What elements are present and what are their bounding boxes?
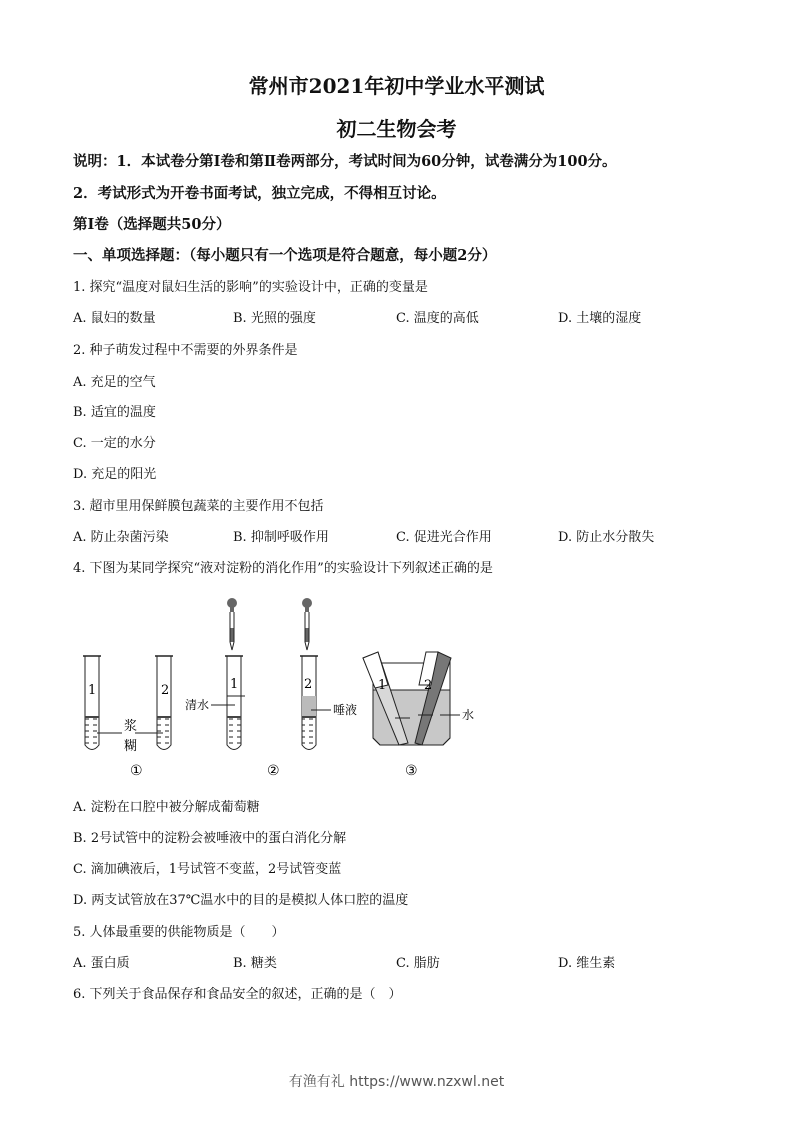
question-3-option-b: B. 抑制呼吸作用 <box>233 530 329 545</box>
question-2-option-b: B. 适宜的温度 <box>73 405 156 420</box>
diagram-label-tube2a: 2 <box>161 683 170 698</box>
diagram-label-tube1c: 1 <box>378 678 387 693</box>
instruction-1: 说明：1．本试卷分第Ⅰ卷和第Ⅱ卷两部分，考试时间为60分钟，试卷满分为100分。 <box>73 153 617 170</box>
page-subtitle: 初二生物会考 <box>336 117 457 141</box>
section-part: 一、单项选择题：（每小题只有一个选项是符合题意，每小题2分） <box>73 247 497 264</box>
diagram-label-bath-water: 水 <box>462 708 475 722</box>
question-2-option-c: C. 一定的水分 <box>73 436 156 451</box>
water-bath-beaker <box>363 652 451 745</box>
question-5-option-a: A. 蛋白质 <box>73 956 130 971</box>
diagram-step-2: ② <box>267 763 280 779</box>
instruction-2: 2．考试形式为开卷书面考试，独立完成，不得相互讨论。 <box>73 185 446 202</box>
diagram-label-paste: 浆 <box>124 719 138 734</box>
question-1-option-c: C. 温度的高低 <box>396 311 479 326</box>
diagram-step-3: ③ <box>405 763 418 779</box>
diagram-label-tube1a: 1 <box>88 683 97 698</box>
question-1-option-d: D. 土壤的湿度 <box>558 311 642 326</box>
test-tube-diagram <box>75 590 475 780</box>
page-title: 常州市2021年初中学业水平测试 <box>248 74 545 98</box>
experiment-diagram <box>75 590 475 780</box>
question-2-option-a: A. 充足的空气 <box>73 375 156 390</box>
question-5-option-c: C. 脂肪 <box>396 956 440 971</box>
diagram-label-paste2: 糊 <box>124 739 138 754</box>
question-3-option-a: A. 防止杂菌污染 <box>73 530 169 545</box>
diagram-label-tube2c: 2 <box>424 678 433 693</box>
question-4-option-c: C. 滴加碘液后，1号试管不变蓝，2号试管变蓝 <box>73 862 342 877</box>
diagram-step-1: ① <box>130 763 143 779</box>
question-6-stem: 6. 下列关于食品保存和食品安全的叙述，正确的是（ ） <box>73 987 402 1002</box>
diagram-label-clear-water: 清水 <box>185 698 210 712</box>
question-1-option-a: A. 鼠妇的数量 <box>73 311 156 326</box>
question-4-option-d: D. 两支试管放在37℃温水中的目的是模拟人体口腔的温度 <box>73 893 409 908</box>
question-3-option-d: D. 防止水分散失 <box>558 530 655 545</box>
question-4-stem: 4. 下图为某同学探究“液对淀粉的消化作用”的实验设计下列叙述正确的是 <box>73 561 493 576</box>
question-3-stem: 3. 超市里用保鲜膜包蔬菜的主要作用不包括 <box>73 499 324 514</box>
question-1-stem: 1. 探究“温度对鼠妇生活的影响”的实验设计中，正确的变量是 <box>73 280 428 295</box>
question-5-option-d: D. 维生素 <box>558 956 616 971</box>
question-4-option-b: B. 2号试管中的淀粉会被唾液中的蛋白消化分解 <box>73 831 347 846</box>
question-1-option-b: B. 光照的强度 <box>233 311 316 326</box>
question-3-option-c: C. 促进光合作用 <box>396 530 492 545</box>
diagram-label-tube2b: 2 <box>304 677 313 692</box>
tube-1-step1 <box>83 656 101 750</box>
footer-watermark: 有渔有礼 https://www.nzxwl.net <box>288 1074 505 1090</box>
tube-2-step1 <box>155 656 173 750</box>
diagram-label-tube1b: 1 <box>230 677 239 692</box>
question-5-stem: 5. 人体最重要的供能物质是（ ） <box>73 925 285 940</box>
section-title: 第Ⅰ卷（选择题共50分） <box>73 216 231 233</box>
tube-1-step2 <box>225 656 245 750</box>
diagram-label-saliva: 唾液 <box>333 703 358 717</box>
dropper-1 <box>227 598 237 650</box>
question-5-option-b: B. 糖类 <box>233 956 277 971</box>
tube-2-step2 <box>300 656 318 750</box>
question-2-stem: 2. 种子萌发过程中不需要的外界条件是 <box>73 343 298 358</box>
question-4-option-a: A. 淀粉在口腔中被分解成葡萄糖 <box>73 800 260 815</box>
dropper-2 <box>302 598 312 650</box>
question-2-option-d: D. 充足的阳光 <box>73 467 157 482</box>
